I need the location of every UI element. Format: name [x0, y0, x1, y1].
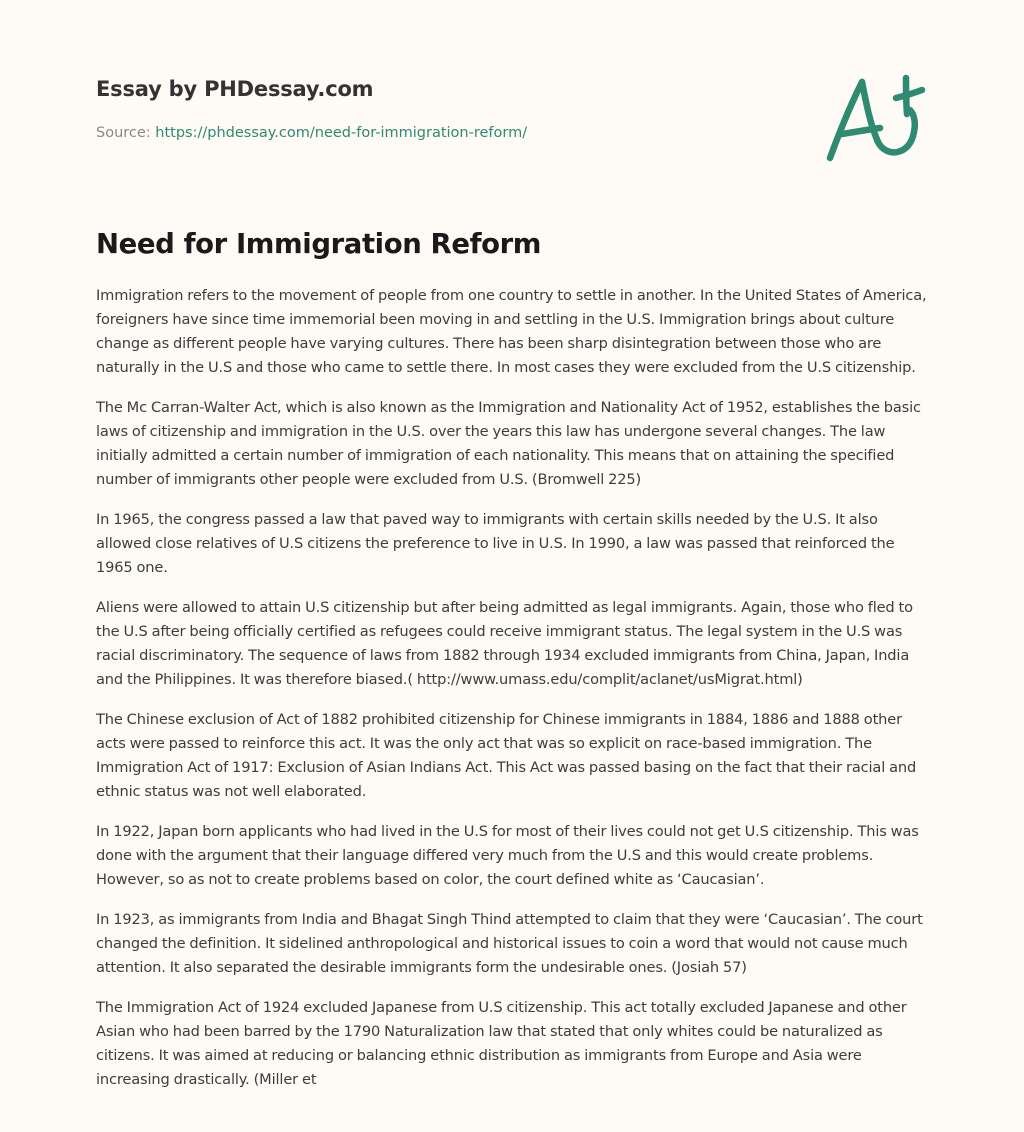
- essay-paragraph: In 1922, Japan born applicants who had lived in the U.S for most of their lives could not get U.S citizenship. This was done with the argument that their language differed very much from the U.S and this would create problems. However, so as not to create problems based on color, the court defined white as ‘Caucasian’.: [96, 823, 919, 888]
- essay-paragraph: The Immigration Act of 1924 excluded Japanese from U.S citizenship. This act totally excluded Japanese and other Asian who had been barred by the 1790 Naturalization law that stated that only whites could be naturalized as citizens. It was aimed at reducing or balancing ethnic distribution as immigrants from Europe and Asia were increasing drastically. (Miller et: [96, 999, 907, 1088]
- essay-paragraph: In 1965, the congress passed a law that paved way to immigrants with certain skills needed by the U.S. It also allowed close relatives of U.S citizens the preference to live in U.S. In 1990, a law was passed that reinforced the 1965 one.: [96, 511, 895, 576]
- essay-paragraph: Aliens were allowed to attain U.S citizenship but after being admitted as legal immigrants. Again, those who fled to the U.S after being officially certified as refugees could receive immigrant status. The legal system in the U.S was racial discriminatory. The sequence of laws from 1882 through 1934 excluded immigrants from China, Japan, India and the Philippines. It was therefore biased.( http://www.umass.edu/complit/aclanet/usMigrat.html): [96, 599, 913, 688]
- source-line: [96, 123, 796, 143]
- a-plus-grade-icon: [820, 66, 930, 166]
- source-link[interactable]: https://phdessay.com/need-for-immigration-reform/: [155, 125, 528, 141]
- source-label: Source:: [96, 125, 151, 141]
- essay-body: [96, 284, 930, 1108]
- essay-paragraph: Immigration refers to the movement of people from one country to settle in another. In the United States of America, foreigners have since time immemorial been moving in and settling in the U.S. Immigration brings about culture change as different people have varying cultures. There has been sharp disintegration between those who are naturally in the U.S and those who came to settle there. In most cases they were excluded from the U.S citizenship.: [96, 287, 927, 376]
- essay-paragraph: The Chinese exclusion of Act of 1882 prohibited citizenship for Chinese immigrants in 1884, 1886 and 1888 other acts were passed to reinforce this act. It was the only act that was so explicit on race-based immigration. The Immigration Act of 1917: Exclusion of Asian Indians Act. This Act was passed basing on the fact that their racial and ethnic status was not well elaborated.: [96, 711, 917, 800]
- essay-paragraph: The Mc Carran-Walter Act, which is also known as the Immigration and Nationality Act of 1952, establishes the basic laws of citizenship and immigration in the U.S. over the years this law has undergone several changes. The law initially admitted a certain number of immigration of each nationality. This means that on attaining the specified number of immigrants other people were excluded from U.S. (Bromwell 225): [96, 399, 921, 488]
- essay-title: Need for Immigration Reform: [96, 228, 542, 260]
- brand-title: Essay by PHDessay.com: [96, 77, 374, 101]
- essay-header: [96, 74, 796, 143]
- essay-paragraph: In 1923, as immigrants from India and Bhagat Singh Thind attempted to claim that they were ‘Caucasian’. The court changed the definition. It sidelined anthropological and historical issues to coin a word that would not cause much attention. It also separated the desirable immigrants form the undesirable ones. (Josiah 57): [96, 911, 923, 976]
